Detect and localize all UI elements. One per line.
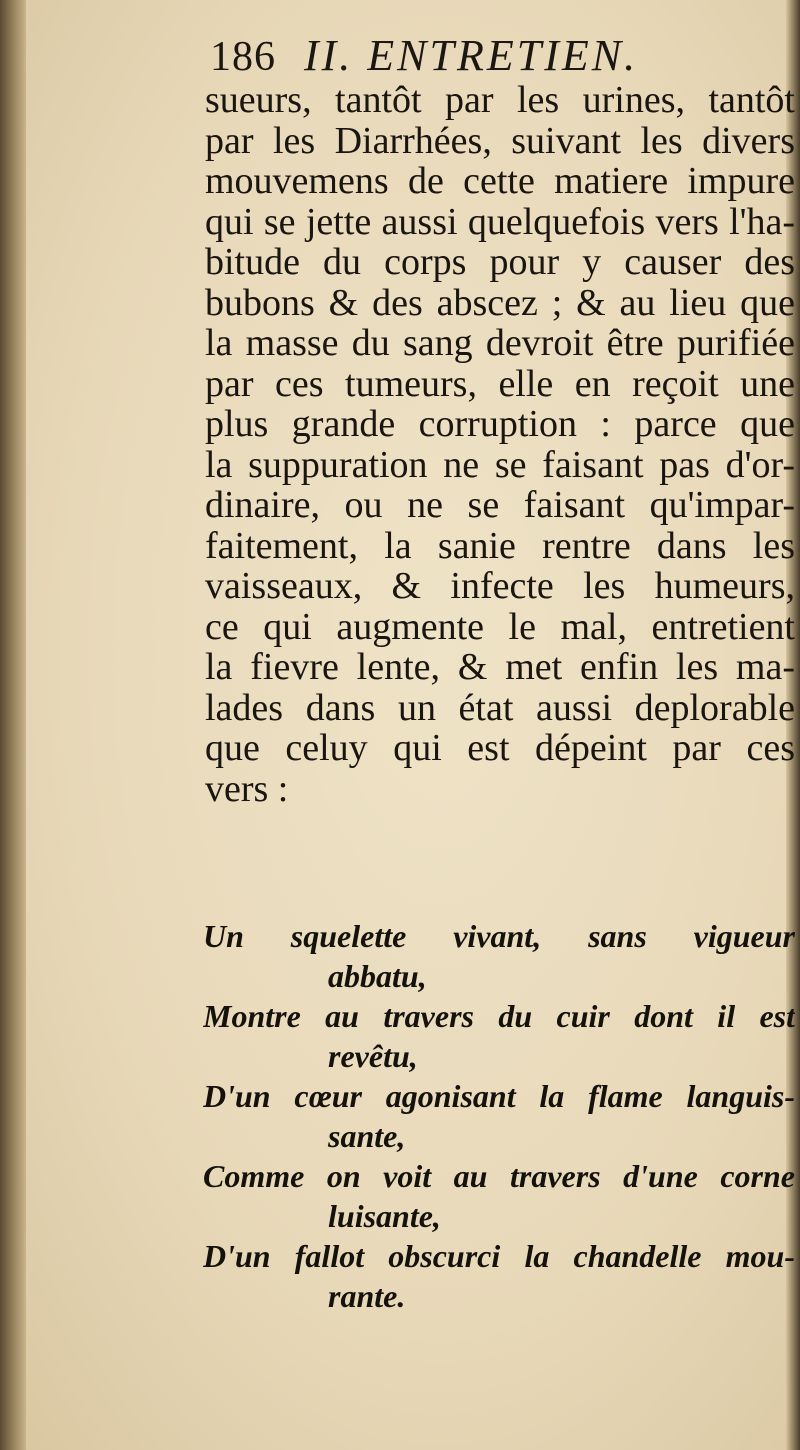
verse-line: rante. [328,1278,406,1314]
text-line: qui se jette aussi quelquefois vers l'ha- [205,201,795,242]
verse-line: Un squelette vivant, sans vigueur [203,918,795,954]
verse-block [203,916,795,1316]
text-line: la suppuration ne se faisant pas d'or- [205,444,795,485]
text-line: sueurs, tantôt par les urines, tantôt [205,80,795,121]
text-line: bitude du corps pour y causer des [205,242,795,283]
text-line: vers : [205,768,289,809]
verse-line: D'un cœur agonisant la flame languis- [203,1078,795,1114]
text-line: par ces tumeurs, elle en reçoit une [205,363,795,404]
text-line: bubons & des abscez ; & au lieu que [205,282,795,323]
text-line: plus grande corruption : parce que [205,404,795,445]
text-line: par les Diarrhées, suivant les divers [205,120,795,161]
verse-line: Comme on voit au travers d'une corne [203,1158,795,1194]
verse-line: revêtu, [328,1038,418,1074]
text-line: dinaire, ou ne se faisant qu'impar- [205,485,795,526]
page-gutter [0,0,26,1450]
verse-line: abbatu, [328,958,427,994]
text-line: vaisseaux, & infecte les humeurs, [205,566,795,607]
text-line: mouvemens de cette matiere impure [205,161,795,202]
verse-line: luisante, [328,1198,441,1234]
text-line: la masse du sang devroit être purifiée [205,323,795,364]
body-text [205,80,795,809]
text-line: ce qui augmente le mal, entretient [205,606,795,647]
page-number: 186 [210,34,276,80]
text-line: lades dans un état aussi deplorable [205,687,795,728]
verse-line: D'un fallot obscurci la chandelle mou- [203,1238,795,1274]
text-line: faitement, la sanie rentre dans les [205,525,795,566]
text-line: que celuy qui est dépeint par ces [205,728,795,769]
verse-line: Montre au travers du cuir dont il est [203,998,795,1034]
verse-line: sante, [328,1118,406,1154]
running-head: II. ENTRETIEN. [304,31,639,80]
text-line: la fievre lente, & met enfin les ma- [205,647,795,688]
